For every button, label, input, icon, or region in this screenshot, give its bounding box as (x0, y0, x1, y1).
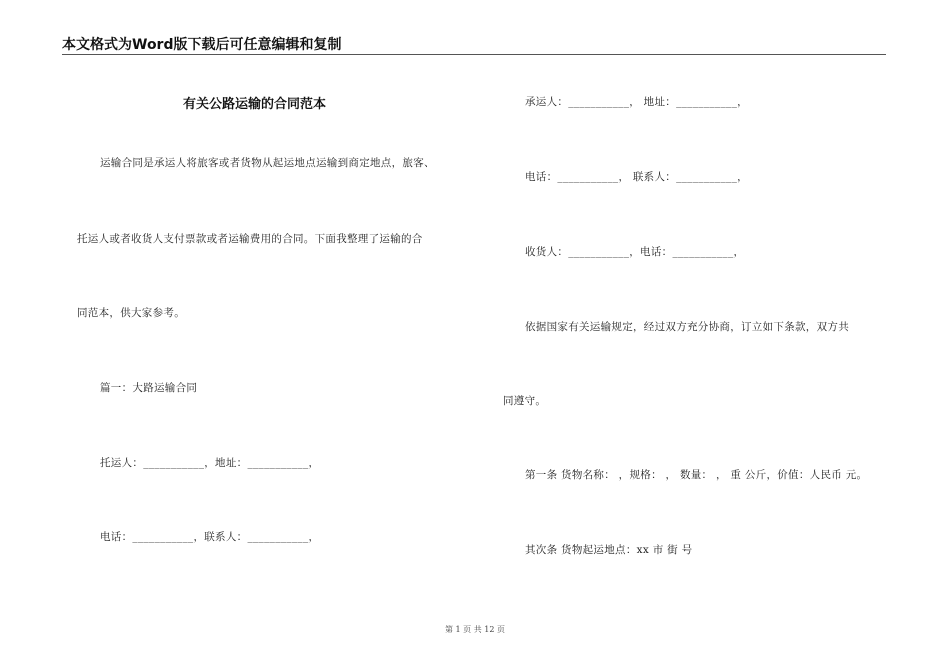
clause-line: 第一条 货物名称： ，规格： ， 数量： ， 重 公斤，价值：人民币 元。 (525, 469, 868, 481)
paragraph-line: 运输合同是承运人将旅客或者货物从起运地点运输到商定地点，旅客、 (100, 157, 435, 169)
form-line: 托运人：___________，地址：___________， (100, 457, 320, 469)
document-title: 有关公路运输的合同范本 (183, 97, 327, 112)
paragraph-line: 同范本，供大家参考。 (77, 307, 185, 319)
page-header (62, 34, 886, 55)
paragraph-line: 托运人或者收货人支付票款或者运输费用的合同。下面我整理了运输的合 (77, 233, 423, 245)
clause-line: 其次条 货物起运地点：xx 市 街 号 (525, 544, 693, 556)
form-line: 电话：___________，联系人：___________， (100, 531, 320, 543)
form-line: 承运人：___________， 地址：___________， (525, 96, 748, 108)
form-line: 电话：___________， 联系人：___________， (525, 171, 748, 183)
paragraph-line: 依据国家有关运输规定，经过双方充分协商，订立如下条款，双方共 (525, 321, 849, 333)
form-line: 收货人：___________，电话：___________， (525, 246, 745, 258)
page-number: 第 1 页 共 12 页 (445, 625, 505, 634)
section-heading: 篇一：大路运输合同 (100, 382, 198, 394)
header-text: 本文格式为Word版下载后可任意编辑和复制 (62, 37, 342, 53)
paragraph-line: 同遵守。 (503, 395, 547, 407)
